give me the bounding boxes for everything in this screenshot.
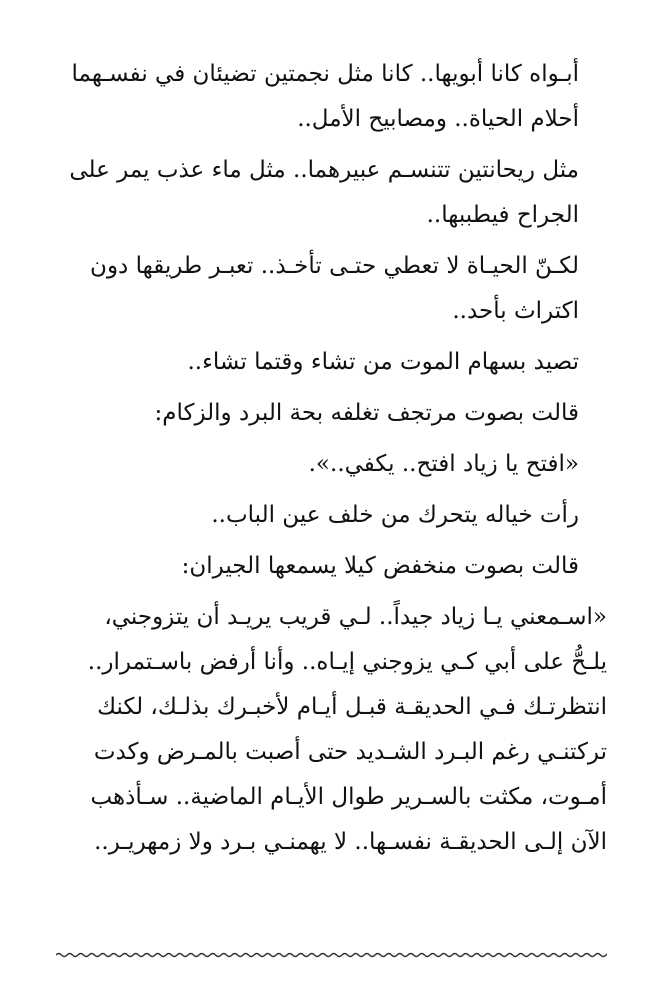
wavy-divider-icon [56,948,607,962]
paragraph-7 [56,493,607,538]
paragraph-4 [56,340,607,385]
text-line: الجراح فيطببها.. [426,202,579,228]
text-line: «اسـمعني يـا زياد جيداً.. لـي قريب يريـد أن يتزوجني، [104,604,607,630]
text-line: رأت خياله يتحرك من خلف عين الباب.. [211,502,579,528]
book-page-text [56,52,607,865]
paragraph-3 [56,244,607,334]
text-line: تصيد بسهام الموت من تشاء وقتما تشاء.. [187,349,579,375]
text-line: قالت بصوت مرتجف تغلفه بحة البرد والزكام: [154,400,579,426]
text-line: «افتح يا زياد افتح.. يكفي..». [308,451,579,477]
paragraph-5 [56,391,607,436]
text-line: يلـحُّ على أبي كـي يزوجني إيـاه.. وأنا أرفض باسـتمرار.. [87,649,607,675]
text-line: أبـواه كانا أبويها.. كانا مثل نجمتين تضيئان في نفسـهما [71,61,579,87]
paragraph-9 [56,595,607,865]
text-line: أمـوت، مكثت بالسـرير طوال الأيـام الماضية.. سـأذهب [90,784,607,810]
text-line: انتظرتـك فـي الحديقـة قبـل أيـام لأخبـرك بذلـك، لكنك [97,694,607,720]
text-line: قالت بصوت منخفض كيلا يسمعها الجيران: [181,553,579,579]
text-line: أحلام الحياة.. ومصابيح الأمل.. [297,106,579,132]
paragraph-2 [56,148,607,238]
paragraph-8 [56,544,607,589]
text-line: اكتراث بأحد.. [452,298,579,324]
text-line: مثل ريحانتين تتنسـم عبيرهما.. مثل ماء عذب يمر على [69,157,579,183]
paragraph-6 [56,442,607,487]
text-line: الآن إلـى الحديقـة نفسـها.. لا يهمنـي بـرد ولا زمهريـر.. [94,829,607,855]
text-line: لكـنّ الحيـاة لا تعطي حتـى تأخـذ.. تعبـر طريقها دون [90,253,579,279]
text-line: تركتنـي رغم البـرد الشـديد حتى أصبت بالمـرض وكدت [93,739,607,765]
paragraph-1 [56,52,607,142]
